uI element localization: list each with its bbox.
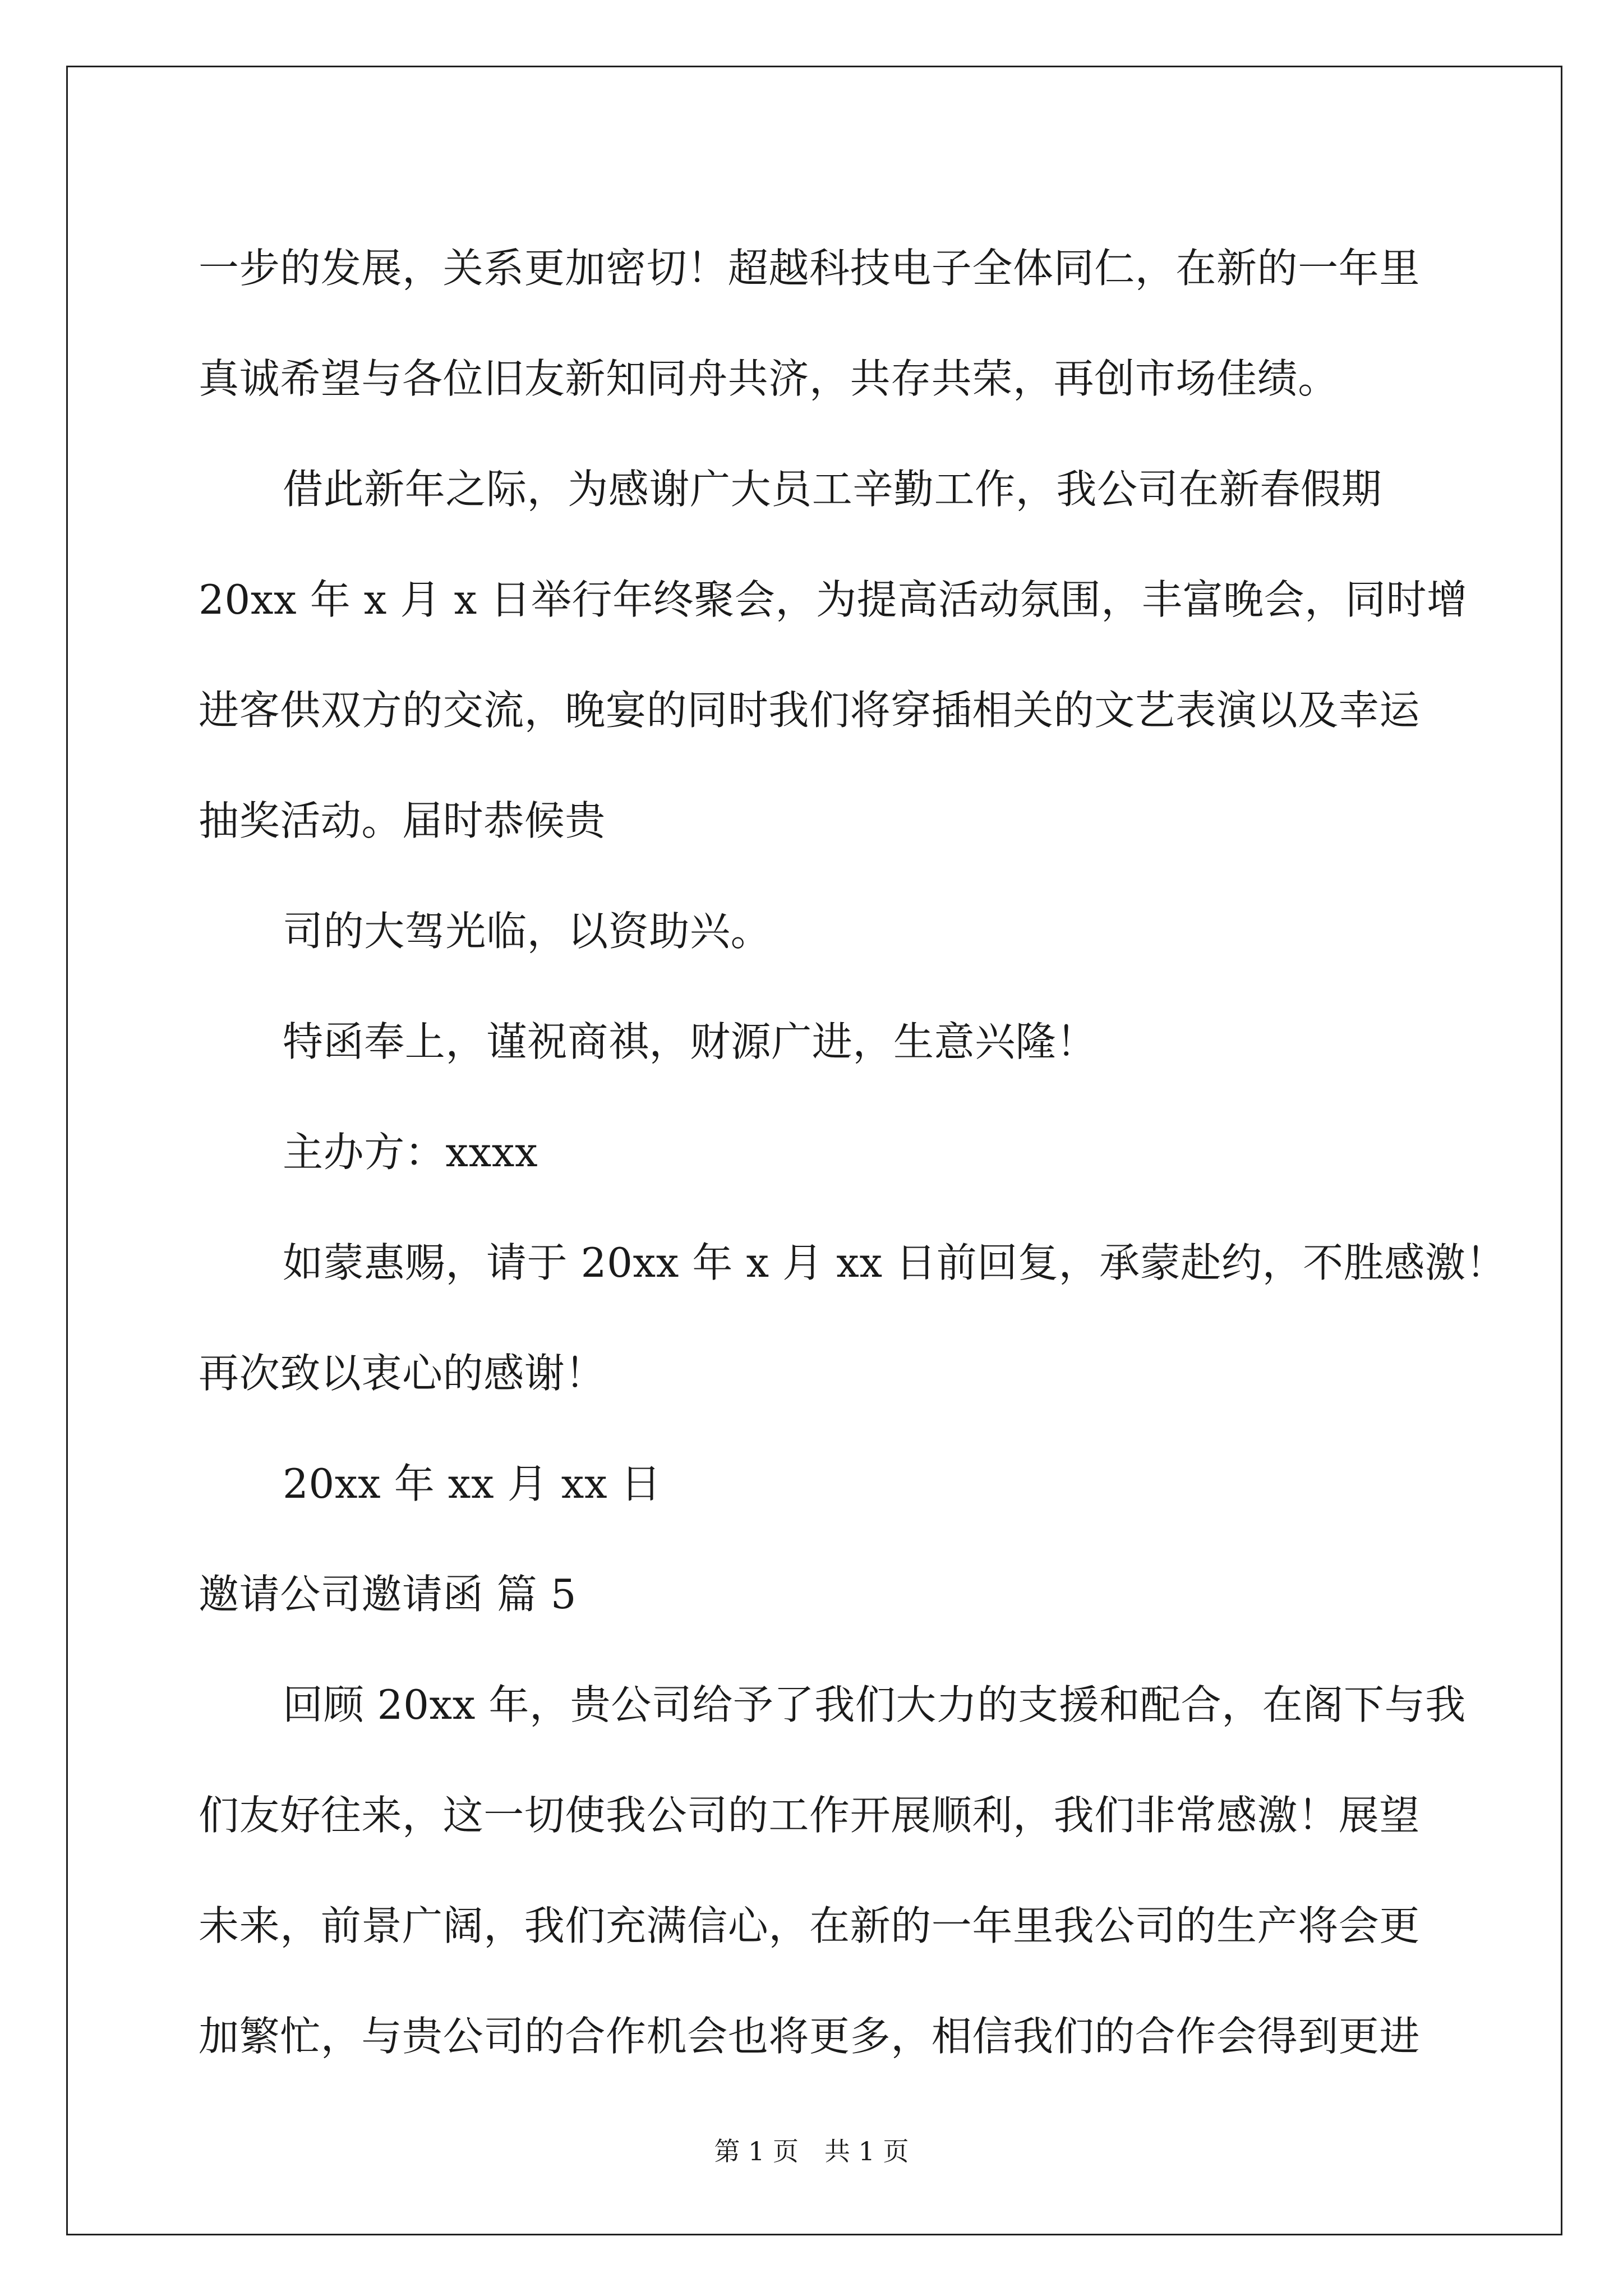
- text-line: 司的大驾光临，以资助兴。: [283, 908, 772, 955]
- text-line: 真诚希望与各位旧友新知同舟共济，共存共荣，再创市场佳绩。: [199, 355, 1339, 402]
- text-line: 主办方：xxxx: [283, 1129, 538, 1176]
- text-line: 如蒙惠赐，请于 20xx 年 x 月 xx 日前回复，承蒙赴约，不胜感激！: [283, 1239, 1507, 1286]
- text-line: 未来，前景广阔，我们充满信心，在新的一年里我公司的生产将会更: [199, 1902, 1421, 1949]
- text-line: 进客供双方的交流，晚宴的同时我们将穿插相关的文艺表演以及幸运: [199, 687, 1421, 734]
- text-line: 加繁忙，与贵公司的合作机会也将更多，相信我们的合作会得到更进: [199, 2013, 1421, 2060]
- text-line: 特函奉上，谨祝商祺，财源广进，生意兴隆！: [283, 1018, 1098, 1065]
- page-number-footer: 第 1 页 共 1 页: [714, 2136, 909, 2166]
- text-line: 们友好往来，这一切使我公司的工作开展顺利，我们非常感激！展望: [199, 1792, 1421, 1839]
- text-line: 20xx 年 x 月 x 日举行年终聚会，为提高活动氛围，丰富晚会，同时增: [199, 576, 1468, 623]
- text-line: 再次致以衷心的感谢！: [199, 1350, 606, 1397]
- document-body: [199, 213, 1507, 2092]
- text-line: 20xx 年 xx 月 xx 日: [283, 1460, 662, 1507]
- text-line: 抽奖活动。届时恭候贵: [199, 797, 606, 844]
- section-heading: 邀请公司邀请函 篇 5: [199, 1571, 577, 1618]
- text-line: 回顾 20xx 年，贵公司给予了我们大力的支援和配合，在阁下与我: [283, 1681, 1466, 1728]
- text-line: 一步的发展，关系更加密切！超越科技电子全体同仁，在新的一年里: [199, 245, 1421, 292]
- text-line: 借此新年之际，为感谢广大员工辛勤工作，我公司在新春假期: [283, 466, 1382, 513]
